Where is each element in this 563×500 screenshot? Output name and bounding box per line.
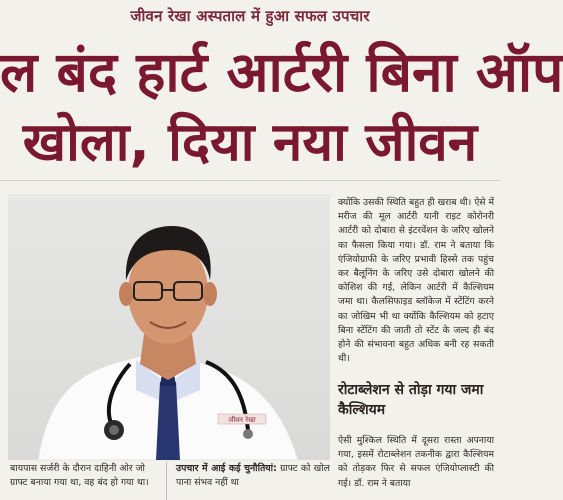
photo-caption: बायपास सर्जरी के दौरान दाहिनी ओर जो ग्राफ्ट बनाया गया था, वह बंद हो गया था। [10,463,149,488]
photo-badge: जीवन रेखा [228,416,256,424]
kicker: जीवन रेखा अस्पताल में हुआ सफल उपचार [130,7,370,25]
doctor-photo [8,194,330,460]
mid-bold-lead: उपचार में आई कई चुनौतियां: [176,463,277,474]
headline-line-2: खोला, दिया नया जीवन [22,112,478,173]
right-column-text: क्योंकि उसकी स्थिति बहुत ही खराब थी। ऐसे में मरीज की मूल आर्टरी यानी राइट कोरोनरी आर्टरी को दोबारा से इंटरवेंशन के जरिए खोलने का फैसला किया गया। डॉ. राम ने बताया कि एंजियोग्राफी के जरिए प्रभावी हिस्से तक पहुंच कर बैलूनिंग के जरिए उसे दोबारा खोलने की कोशिश की गई, लेकिन आर्टरी में कैल्शियम जमा था। कैलसिफाइड ब्लॉकेज में स्टेंटिंग करने का जोखिम भी था क्योंकि कैल्शियम को हटाए बिना स्टेंटिंग की जाती तो स्टेंट के जल्द ही बंद होने की संभावना बहुत अधिक बनी रह सकती थी। [338,197,494,365]
subheading: रोटाब्लेशन से तोड़ा गया जमा कैल्शियम [338,382,484,418]
mid-column [176,462,330,490]
necktie [156,382,180,460]
doctor-illustration [8,194,330,460]
column-divider [166,462,167,500]
mid-text: ग्राफ्ट को खोल पाना संभव नहीं था [176,463,330,488]
right-column-text-2: ऐसी मुश्किल स्थिति में दूसरा रास्ता अपनाया गया, इसमें रोटाब्लेशन तकनीक द्वारा कैल्शियम को तोड़कर फिर से सफल एंजियोप्लास्टी की गई। डॉ. राम ने बताया [338,435,494,489]
headline-line-1: ल बंद हार्ट आर्टरी बिना ऑप [0,40,563,104]
rule-top [0,180,500,181]
